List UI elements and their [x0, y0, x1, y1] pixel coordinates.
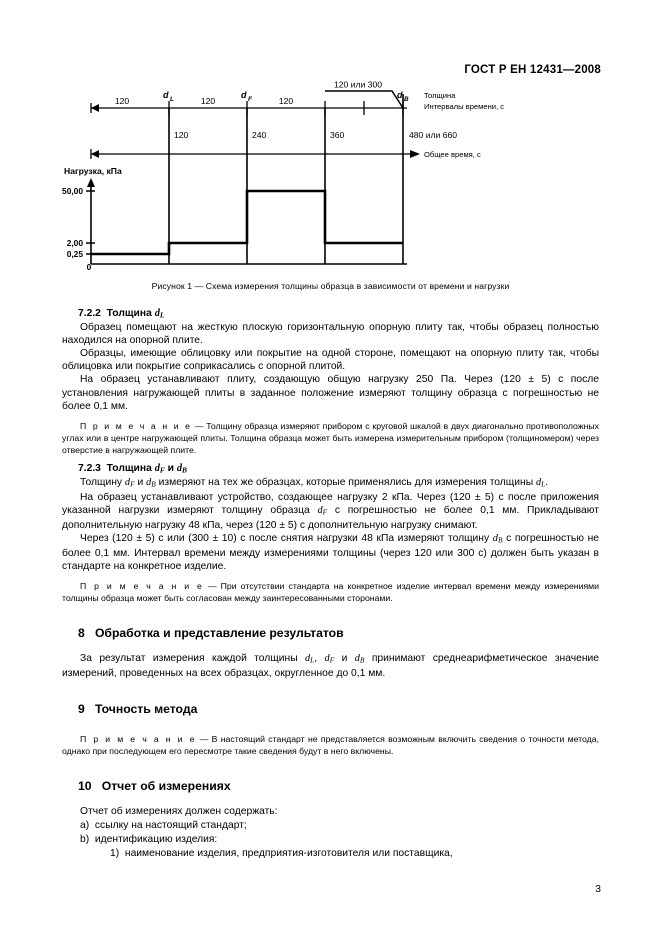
p723-1-pre: Толщину: [80, 476, 125, 488]
load-tick-label-0: 0: [86, 262, 92, 272]
total-time-axis-arrow-left: [91, 150, 99, 158]
load-tick-label-025: 0,25: [66, 249, 83, 259]
heading-section-9-text: Точность метода: [94, 702, 198, 716]
list-item-label: ссылку на настоящий стандарт;: [94, 820, 247, 831]
thickness-axis-title: Толщина: [424, 91, 456, 100]
note-7-2-2-text: — Толщину образца измеряют прибором с круговой шкалой в двух диагонально противоположных углах или в центре нагружающей плиты. Толщина образца может быть измерена измерительным прибором (толщиномером) через отверстие в нагружающей плите.: [62, 421, 599, 456]
standard-number-header: ГОСТ Р ЕН 12431—2008: [464, 64, 601, 76]
note-7-2-2-label: П р и м е ч а н и е: [80, 421, 192, 432]
heading-section-9: [62, 702, 599, 716]
document-body: [62, 308, 599, 861]
p723-2-tail: с погрешностью не более 0,1 мм. Прикладывают дополнительную нагрузку 48 кПа, через (120 ± 5) с дополнительную нагрузку снимают.: [62, 504, 599, 531]
heading-section-8-text: Обработка и представление результатов: [94, 625, 344, 640]
heading-section-9-number: 9: [78, 702, 85, 716]
paragraph-7-2-2-1: Образец помещают на жесткую плоскую горизонтальную опорную плиту так, чтобы образец полностью находился на опорной плите.: [62, 321, 599, 346]
p723-1-end: .: [545, 476, 549, 488]
note-7-2-3-label: П р и м е ч а н и е: [80, 580, 204, 591]
marker-d-F-letter: d: [241, 90, 247, 100]
heading-section-10-number: 10: [78, 779, 92, 793]
heading-section-10-text: Отчет об измерениях: [101, 779, 231, 793]
note-7-2-2: [62, 420, 599, 456]
p723-1-mid: измеряют на тех же образцах, которые применялись для измерения толщины: [155, 476, 536, 488]
total-time-axis-title: Общее время, с: [424, 150, 481, 159]
paragraph-7-2-2-3: На образец устанавливают плиту, создающую общую нагрузку 250 Па. Через (120 ± 5) с после установления нагружающей плиты в заданное положение измеряют толщину образца с погрешностью не более 0,1 мм.: [62, 374, 599, 412]
heading-7-2-3: [62, 463, 599, 475]
heading-7-2-3-text: Толщина: [106, 463, 155, 475]
p723-3-pre: Через (120 ± 5) с или (300 ± 10) с после снятия нагрузки 48 кПа измеряют толщину: [80, 532, 490, 544]
list-item: [62, 819, 599, 833]
figure-1-diagram: [62, 79, 599, 272]
heading-7-2-3-number: 7.2.3: [78, 463, 101, 475]
heading-section-8: [62, 626, 599, 640]
p723-2-pre: На образец устанавливают устройство, создающее нагрузку 2 кПа. Через (120 ± 5) с после приложения указанной нагрузки измеряют толщину образца: [62, 491, 599, 516]
list-item-label: наименование изделия, предприятия-изготовителя или поставщика,: [124, 848, 453, 859]
cumulative-value-2: 240: [252, 130, 267, 140]
p723-3-tail: с погрешностью не более 0,1 мм. Интервал времени между измерениями толщины (через 120 или 300 с) должен быть указан в стандарте на конкретное изделие.: [62, 532, 600, 572]
heading-section-8-number: 8: [78, 625, 85, 640]
list-item-marker: 1): [110, 848, 120, 859]
heading-section-10: [62, 779, 599, 793]
cumulative-value-1: 120: [174, 130, 189, 140]
marker-d-B-letter: d: [397, 90, 403, 100]
heading-7-2-2-symbol: d: [154, 308, 160, 319]
interval-value-1: 120: [114, 96, 130, 106]
heading-7-2-2-number: 7.2.2: [78, 308, 101, 319]
note-section-9: [62, 733, 599, 757]
marker-d-L-letter: d: [163, 90, 169, 100]
marker-d-L-subscript: L: [170, 96, 174, 103]
note-7-2-3: [62, 580, 599, 604]
intervals-axis-title: Интервалы времени, с: [424, 102, 505, 111]
marker-d-B-subscript: B: [404, 96, 409, 103]
paragraph-7-2-2-2: Образцы, имеющие облицовку или покрытие на одной стороне, помещают на опорную плиту так, чтобы облицовка или покрытие соприкасались с опорной плитой.: [62, 348, 599, 373]
p8-1-pre: За результат измерения каждой толщины: [80, 652, 306, 664]
total-time-axis: [91, 149, 412, 159]
p8-1-tail: принимают среднеарифметическое значение измерений, проведенных на всех образцах, округленное до 0,1 мм.: [62, 652, 599, 679]
paragraph-section-8-1: За результат измерения каждой толщины $d_L$, $d_F$ и $d_B$ принимают среднеарифметическое значение измерений, проведенных на всех образцах, округленное до 0,1 мм.: [62, 652, 599, 679]
cumulative-value-3: 360: [330, 130, 345, 140]
heading-7-2-3-subscript-2: B: [182, 465, 187, 475]
heading-7-2-3-conjunction: и: [164, 463, 177, 475]
heading-7-2-3-symbol-1: d: [154, 463, 160, 475]
load-tick-label-50: 50,00: [62, 186, 83, 196]
note-7-2-3-text: — При отсутствии стандарта на конкретное изделие интервал времени между измерениями толщины образца может быть согласован между заинтересованными сторонами.: [62, 580, 599, 603]
note-section-9-text: — В настоящий стандарт не представляется возможным включить сведения о точности метода, однако при последующем его пересмотре такие сведения будут в него включены.: [62, 734, 599, 756]
list-item-marker: b): [80, 834, 90, 845]
load-axis-title: Нагрузка, кПа: [64, 166, 122, 176]
report-intro: Отчет об измерениях должен содержать:: [80, 806, 278, 817]
heading-7-2-3-symbol-2: d: [176, 463, 183, 475]
paragraph-7-2-3-3: Через (120 ± 5) с или (300 ± 10) с после снятия нагрузки 48 кПа измеряют толщину $d_B$ с погрешностью не более 0,1 мм. Интервал времени между измерениями толщины (через 120 или 300 с) должен быть указан в стандарте на конкретное изделие.: [62, 532, 600, 572]
heading-7-2-3-subscript-1: F: [159, 465, 165, 475]
interval-axis: [91, 101, 407, 115]
cumulative-value-4: 480 или 660: [409, 130, 458, 140]
heading-7-2-2: [62, 308, 599, 320]
page-number: 3: [595, 884, 601, 895]
list-item-label: идентификацию изделия:: [94, 834, 218, 845]
interval-bracket-label: 120 или 300: [333, 79, 383, 90]
total-time-axis-arrow-right: [410, 150, 420, 158]
note-section-9-label: П р и м е ч а н и е: [80, 734, 197, 744]
load-y-axis-arrow: [87, 178, 95, 187]
interval-axis-arrow-left: [91, 104, 99, 112]
heading-7-2-2-text: Толщина: [106, 308, 155, 319]
interval-value-2: 120: [200, 96, 216, 106]
marker-d-F-subscript: F: [248, 96, 252, 103]
list-item: [62, 833, 599, 847]
thickness-vs-time-load-chart: [62, 79, 599, 272]
paragraph-7-2-3-2: На образец устанавливают устройство, создающее нагрузку 2 кПа. Через (120 ± 5) с после приложения указанной нагрузки измеряют толщину образца $d_F$ с погрешностью не более 0,1 мм. Прикладывают дополнительную нагрузку 48 кПа, через (120 ± 5) с дополнительную нагрузку снимают.: [62, 491, 599, 531]
list-item: [62, 847, 599, 861]
interval-value-3: 120: [278, 96, 294, 106]
measurement-gridlines: [169, 94, 403, 264]
list-item-marker: a): [80, 820, 90, 831]
paragraph-7-2-3-1: Толщину $d_F$ и $d_B$ измеряют на тех же образцах, которые применялись для измерения толщины $d_L$.: [80, 476, 549, 489]
load-tick-label-2: 2,00: [66, 238, 83, 248]
heading-7-2-2-subscript: L: [159, 310, 165, 320]
figure-caption: Рисунок 1 — Схема измерения толщины образца в зависимости от времени и нагрузки: [151, 281, 510, 291]
